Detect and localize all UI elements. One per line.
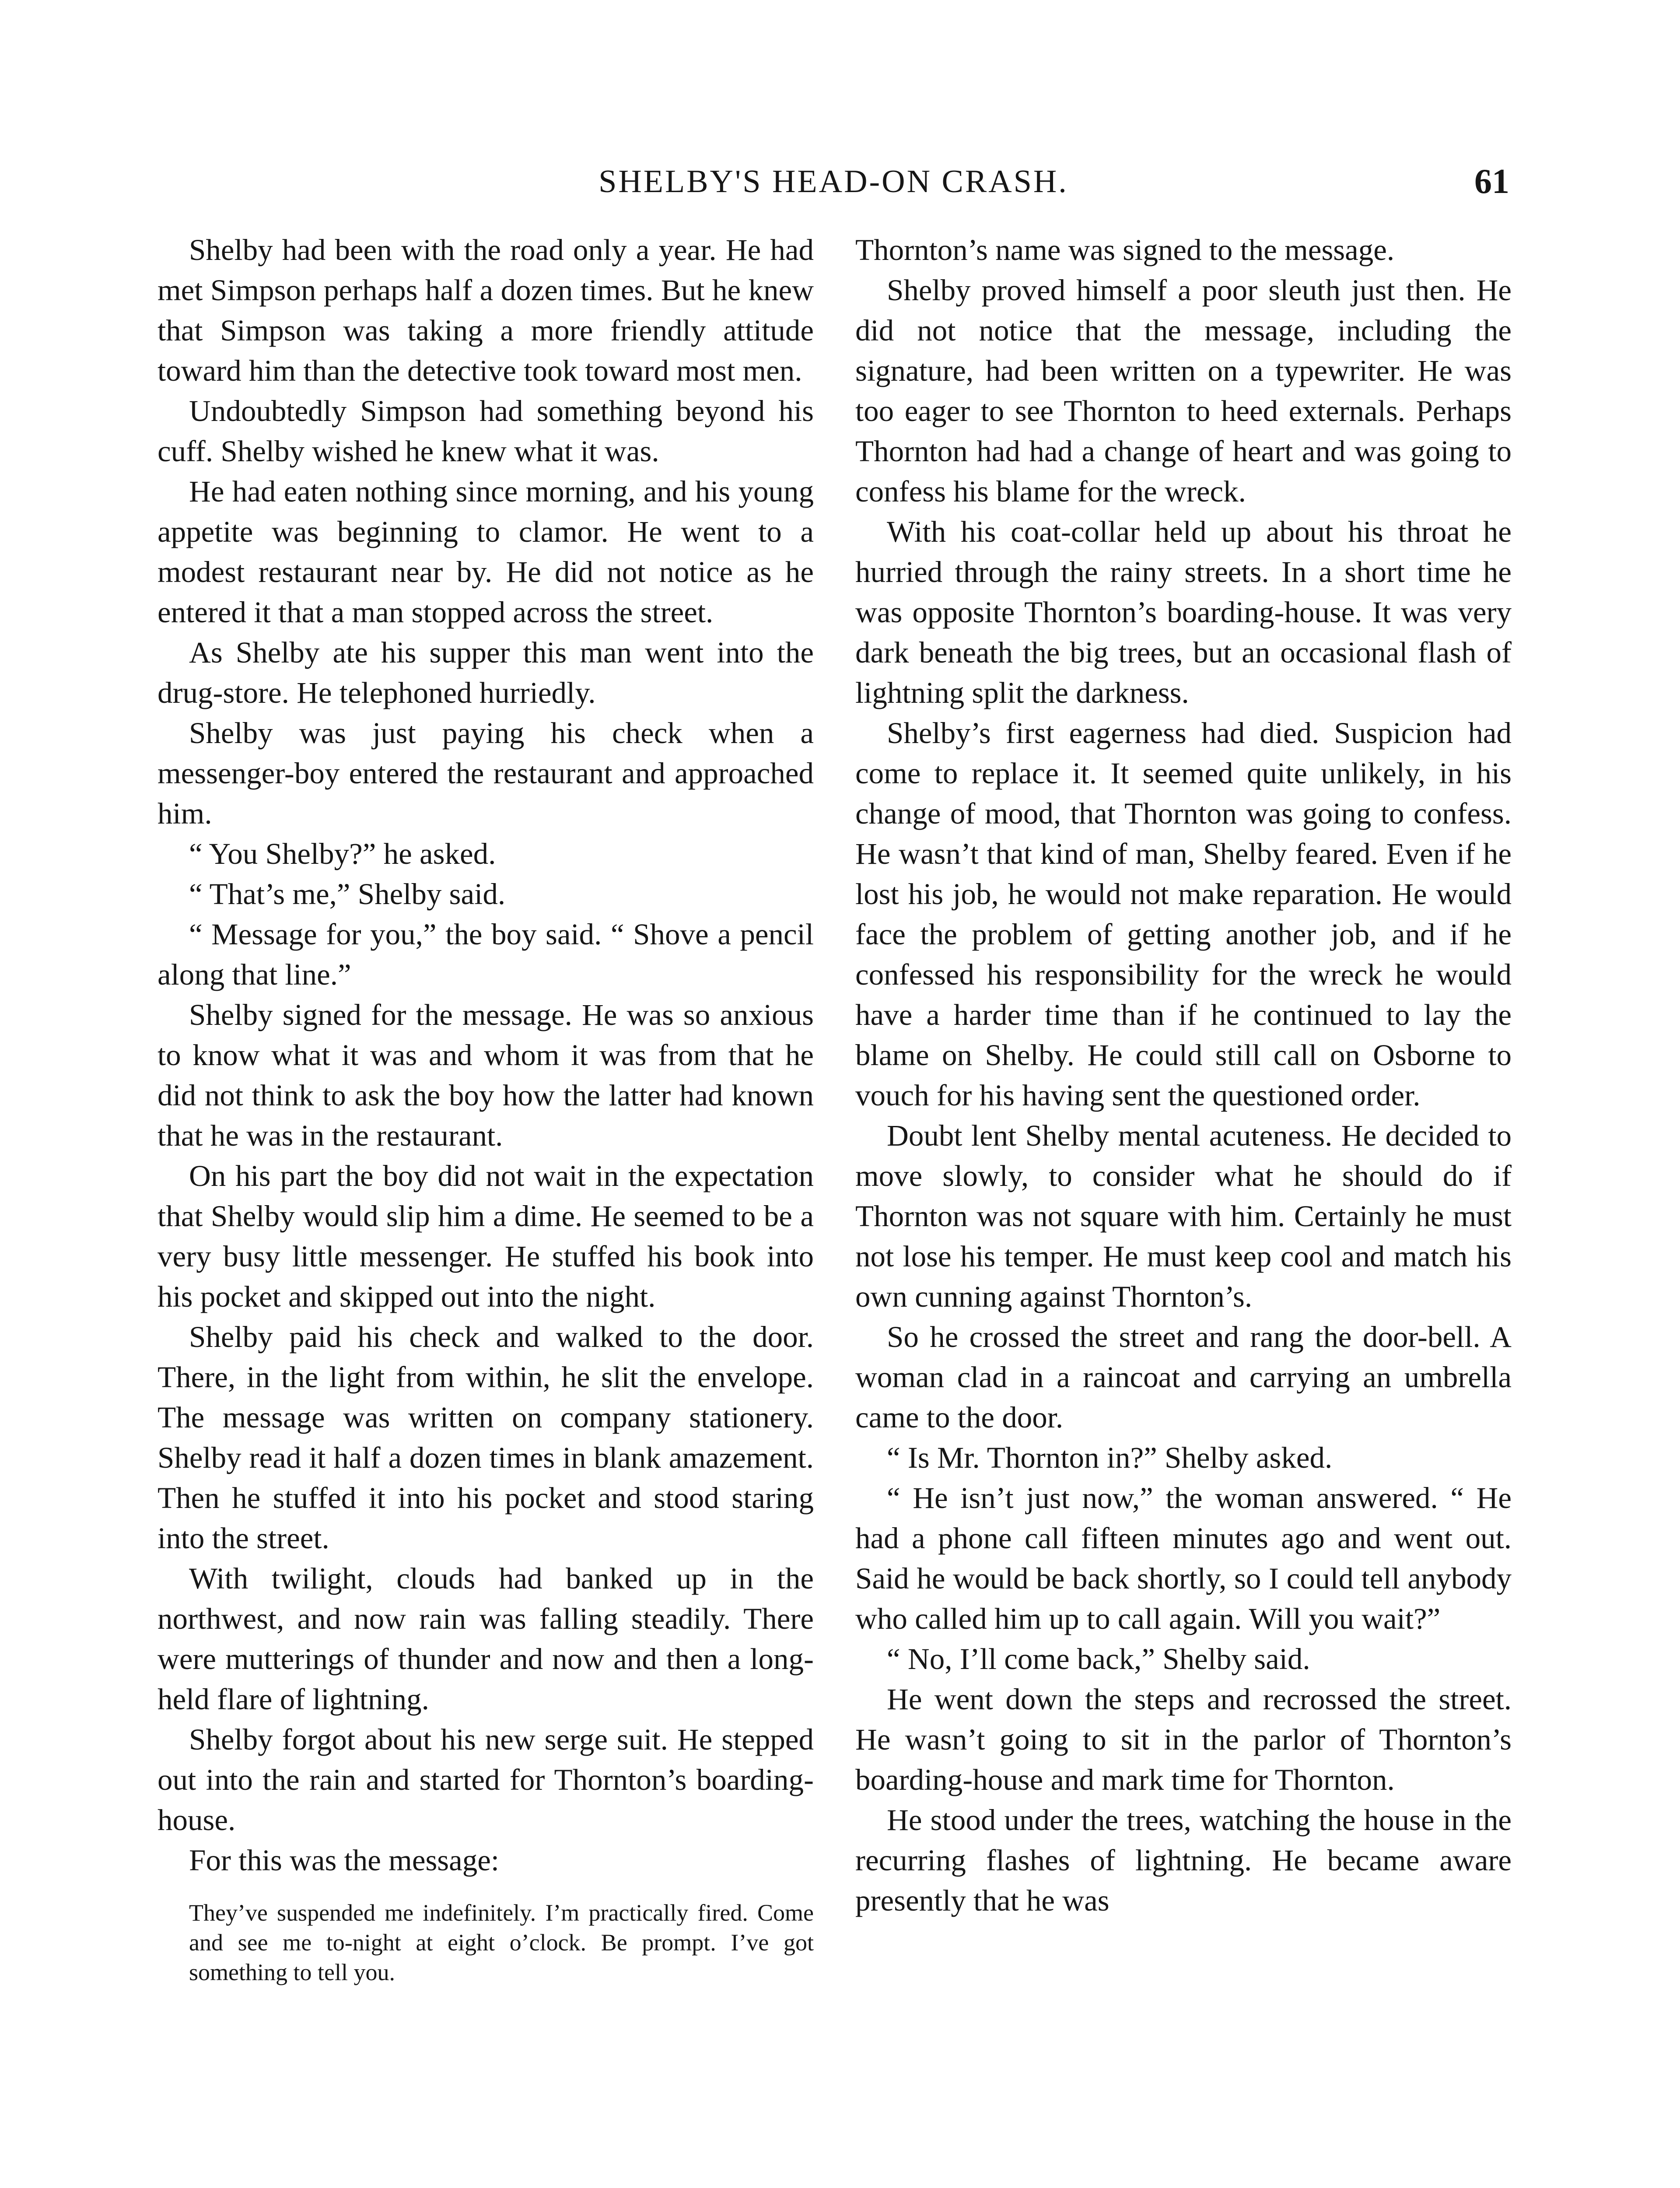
- paragraph: He had eaten nothing since morning, and his young appetite was beginning to clamor. He went to a modest restaurant near by. He did not notice as he entered it that a man stopped across the street.: [158, 475, 814, 629]
- paragraph: Shelby had been with the road only a year. He had met Simpson perhaps half a dozen times. But he knew that Simpson was taking a more friendly attitude toward him than the detective took toward most men.: [158, 233, 814, 387]
- paragraph: He went down the steps and recrossed the street. He wasn’t going to sit in the parlor of Thornton’s boarding-house and mark time for Thornton.: [855, 1683, 1512, 1796]
- paragraph: “ That’s me,” Shelby said.: [189, 877, 506, 911]
- paragraph: So he crossed the street and rang the door-bell. A woman clad in a raincoat and carrying an umbrella came to the door.: [855, 1320, 1512, 1434]
- paragraph: “ He isn’t just now,” the woman answered. “ He had a phone call fifteen minutes ago and went out. Said he would be back shortly, so I could tell anybody who called him up to call again. Will you wait?”: [855, 1481, 1512, 1635]
- paragraph: Shelby’s first eagerness had died. Suspicion had come to replace it. It seemed quite unlikely, in his change of mood, that Thornton was going to confess. He wasn’t that kind of man, Shelby feared. Even if he lost his job, he would not make reparation. He would face the problem of getting another job, and if he confessed his responsibility for the wreck he would have a harder time than if he continued to lay the blame on Shelby. He could still call on Osborne to vouch for his having sent the questioned order.: [855, 716, 1512, 1112]
- left-column: [158, 230, 814, 1987]
- paragraph: Undoubtedly Simpson had something beyond his cuff. Shelby wished he knew what it was.: [158, 394, 814, 468]
- paragraph: With his coat-collar held up about his throat he hurried through the rainy streets. In a short time he was opposite Thornton’s boarding-house. It was very dark beneath the big trees, but an occasional flash of lightning split the darkness.: [855, 515, 1512, 709]
- paragraph: Shelby forgot about his new serge suit. He stepped out into the rain and started for Thornton’s boarding-house.: [158, 1723, 814, 1837]
- message-block: [158, 1898, 814, 1987]
- paragraph: “ Is Mr. Thornton in?” Shelby asked.: [887, 1441, 1333, 1474]
- paragraph: “ Message for you,” the boy said. “ Shove a pencil along that line.”: [158, 918, 814, 991]
- paragraph: For this was the message:: [189, 1844, 500, 1877]
- paragraph: “ No, I’ll come back,” Shelby said.: [887, 1642, 1310, 1676]
- running-head: [158, 155, 1509, 208]
- paragraph: He stood under the trees, watching the house in the recurring flashes of lightning. He became aware presently that he was: [855, 1803, 1512, 1917]
- running-title: SHELBY'S HEAD-ON CRASH.: [598, 164, 1068, 200]
- message-text: They’ve suspended me indefinitely. I’m practically fired. Come and see me to-night at eight o’clock. Be prompt. I’ve got something to tell you.: [189, 1900, 814, 1985]
- paragraph: Shelby paid his check and walked to the door. There, in the light from within, he slit the envelope. The message was written on company stationery. Shelby read it half a dozen times in blank amazement. Then he stuffed it into his pocket and stood staring into the street.: [158, 1320, 814, 1555]
- right-column: [855, 230, 1512, 1921]
- paragraph: With twilight, clouds had banked up in the northwest, and now rain was falling steadily. There were mutterings of thunder and now and then a long-held flare of lightning.: [158, 1562, 814, 1716]
- paragraph: As Shelby ate his supper this man went into the drug-store. He telephoned hurriedly.: [158, 636, 814, 709]
- paragraph: On his part the boy did not wait in the expectation that Shelby would slip him a dime. He seemed to be a very busy little messenger. He stuffed his book into his pocket and skipped out into the night.: [158, 1159, 814, 1313]
- paragraph: Shelby signed for the message. He was so anxious to know what it was and whom it was from that he did not think to ask the boy how the latter had known that he was in the restaurant.: [158, 998, 814, 1152]
- paragraph: Shelby proved himself a poor sleuth just then. He did not notice that the message, including the signature, had been written on a typewriter. He was too eager to see Thornton to heed externals. Perhaps Thornton had had a change of heart and was going to confess his blame for the wreck.: [855, 274, 1512, 508]
- paragraph: Doubt lent Shelby mental acuteness. He decided to move slowly, to consider what he should do if Thornton was not square with him. Certainly he must not lose his temper. He must keep cool and match his own cunning against Thornton’s.: [855, 1119, 1512, 1313]
- paragraph: “ You Shelby?” he asked.: [189, 837, 496, 870]
- paragraph: Shelby was just paying his check when a messenger-boy entered the restaurant and approached him.: [158, 716, 814, 830]
- page-number: 61: [1474, 162, 1509, 201]
- paragraph-continuation: Thornton’s name was signed to the message.: [855, 233, 1395, 266]
